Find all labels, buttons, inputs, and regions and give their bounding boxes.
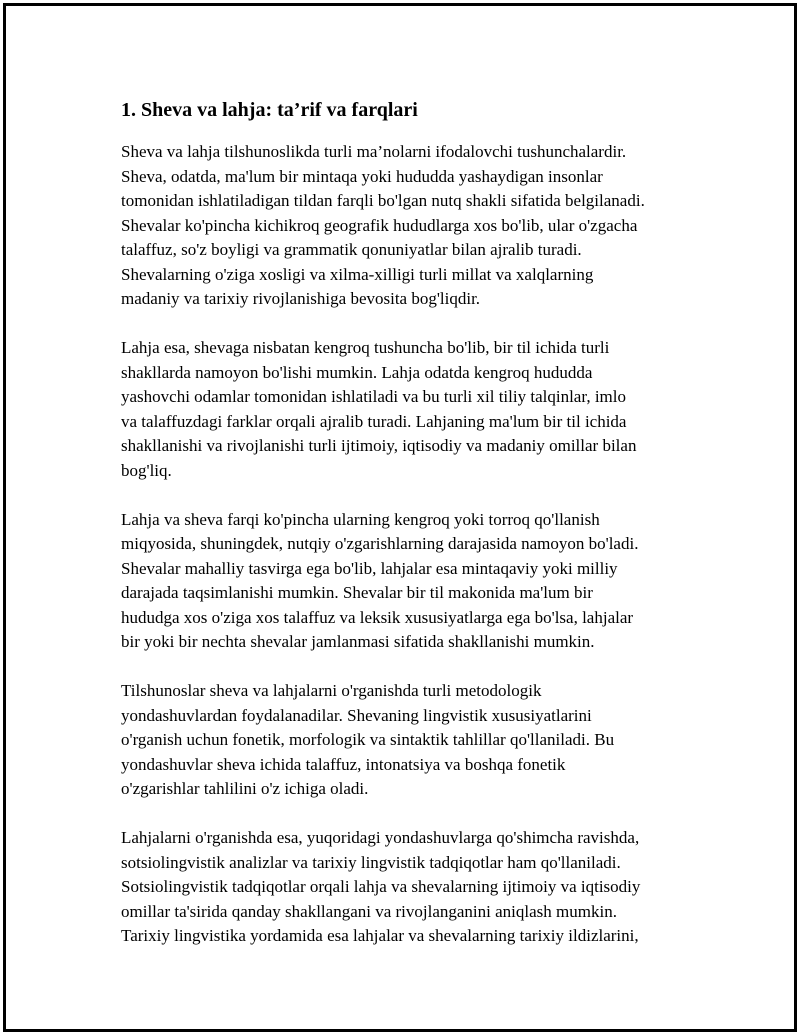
page-frame (3, 3, 797, 1032)
text-line: Shevalar mahalliy tasvirga ega bo'lib, lahjalar esa mintaqaviy yoki milliy (121, 558, 618, 578)
text-line: darajada taqsimlanishi mumkin. Shevalar bir til makonida ma'lum bir (121, 583, 593, 602)
text-line: Lahja esa, shevaga nisbatan kengroq tushuncha bo'lib, bir til ichida turli (121, 338, 610, 357)
document-body (121, 96, 696, 973)
text-line: bog'liq. (121, 460, 172, 480)
text-line: yondashuvlardan foydalanadilar. Shevaning lingvistik xususiyatlarini (121, 705, 592, 725)
text-line: hududga xos o'ziga xos talaffuz va leksik xususiyatlarga ega bo'lsa, lahjalar (121, 607, 634, 627)
text-line: yashovchi odamlar tomonidan ishlatiladi va bu turli xil tiliy talqinlar, imlo (121, 387, 626, 406)
paragraph-4 (121, 679, 696, 802)
paragraph-3 (121, 508, 696, 655)
text-line: Shevalarning o'ziga xosligi va xilma-xilligi turli millat va xalqlarning (121, 264, 594, 284)
text-line: sotsiolingvistik analizlar va tarixiy lingvistik tadqiqotlar ham qo'llaniladi. (121, 852, 621, 872)
text-line: Tilshunoslar sheva va lahjalarni o'rganishda turli metodologik (121, 681, 542, 700)
text-line: shakllanishi va rivojlanishi turli ijtimoiy, iqtisodiy va madaniy omillar bilan (121, 436, 637, 455)
text-line: omillar ta'sirida qanday shakllangani va rivojlanganini aniqlash mumkin. (121, 901, 617, 921)
text-line: tomonidan ishlatiladigan tildan farqli bo'lgan nutq shakli sifatida belgilanadi. (121, 191, 645, 210)
paragraph-2 (121, 336, 696, 483)
text-line: Lahjalarni o'rganishda esa, yuqoridagi yondashuvlarga qo'shimcha ravishda, (121, 828, 640, 847)
text-line: Tarixiy lingvistika yordamida esa lahjalar va shevalarning tarixiy ildizlarini, (121, 926, 639, 945)
text-line: Sheva, odatda, ma'lum bir mintaqa yoki hududda yashaydigan insonlar (121, 166, 603, 186)
text-line: o'rganish uchun fonetik, morfologik va sintaktik tahlillar qo'llaniladi. Bu (121, 730, 615, 749)
paragraph-1 (121, 140, 696, 312)
text-line: Sotsiolingvistik tadqiqotlar orqali lahja va shevalarning ijtimoiy va iqtisodiy (121, 877, 641, 896)
text-line: va talaffuzdagi farklar orqali ajralib turadi. Lahjaning ma'lum bir til ichida (121, 411, 627, 431)
text-line: shakllarda namoyon bo'lishi mumkin. Lahja odatda kengroq hududda (121, 362, 593, 382)
text-line: madaniy va tarixiy rivojlanishiga bevosita bog'liqdir. (121, 289, 481, 308)
paragraph-5 (121, 826, 696, 949)
text-line: o'zgarishlar tahlilini o'z ichiga oladi. (121, 779, 369, 798)
text-line: Shevalar ko'pincha kichikroq geografik hududlarga xos bo'lib, ular o'zgacha (121, 215, 638, 235)
section-heading: 1. Sheva va lahja: ta’rif va farqlari (121, 99, 418, 121)
text-line: miqyosida, shuningdek, nutqiy o'zgarishlarning darajasida namoyon bo'ladi. (121, 534, 639, 553)
text-line: bir yoki bir nechta shevalar jamlanmasi sifatida shakllanishi mumkin. (121, 632, 595, 651)
text-line: yondashuvlar sheva ichida talaffuz, intonatsiya va boshqa fonetik (121, 754, 566, 774)
text-line: Sheva va lahja tilshunoslikda turli ma’nolarni ifodalovchi tushunchalardir. (121, 142, 627, 161)
text-line: Lahja va sheva farqi ko'pincha ularning kengroq yoki torroq qo'llanish (121, 509, 600, 529)
text-line: talaffuz, so'z boyligi va grammatik qonuniyatlar bilan ajralib turadi. (121, 240, 582, 259)
